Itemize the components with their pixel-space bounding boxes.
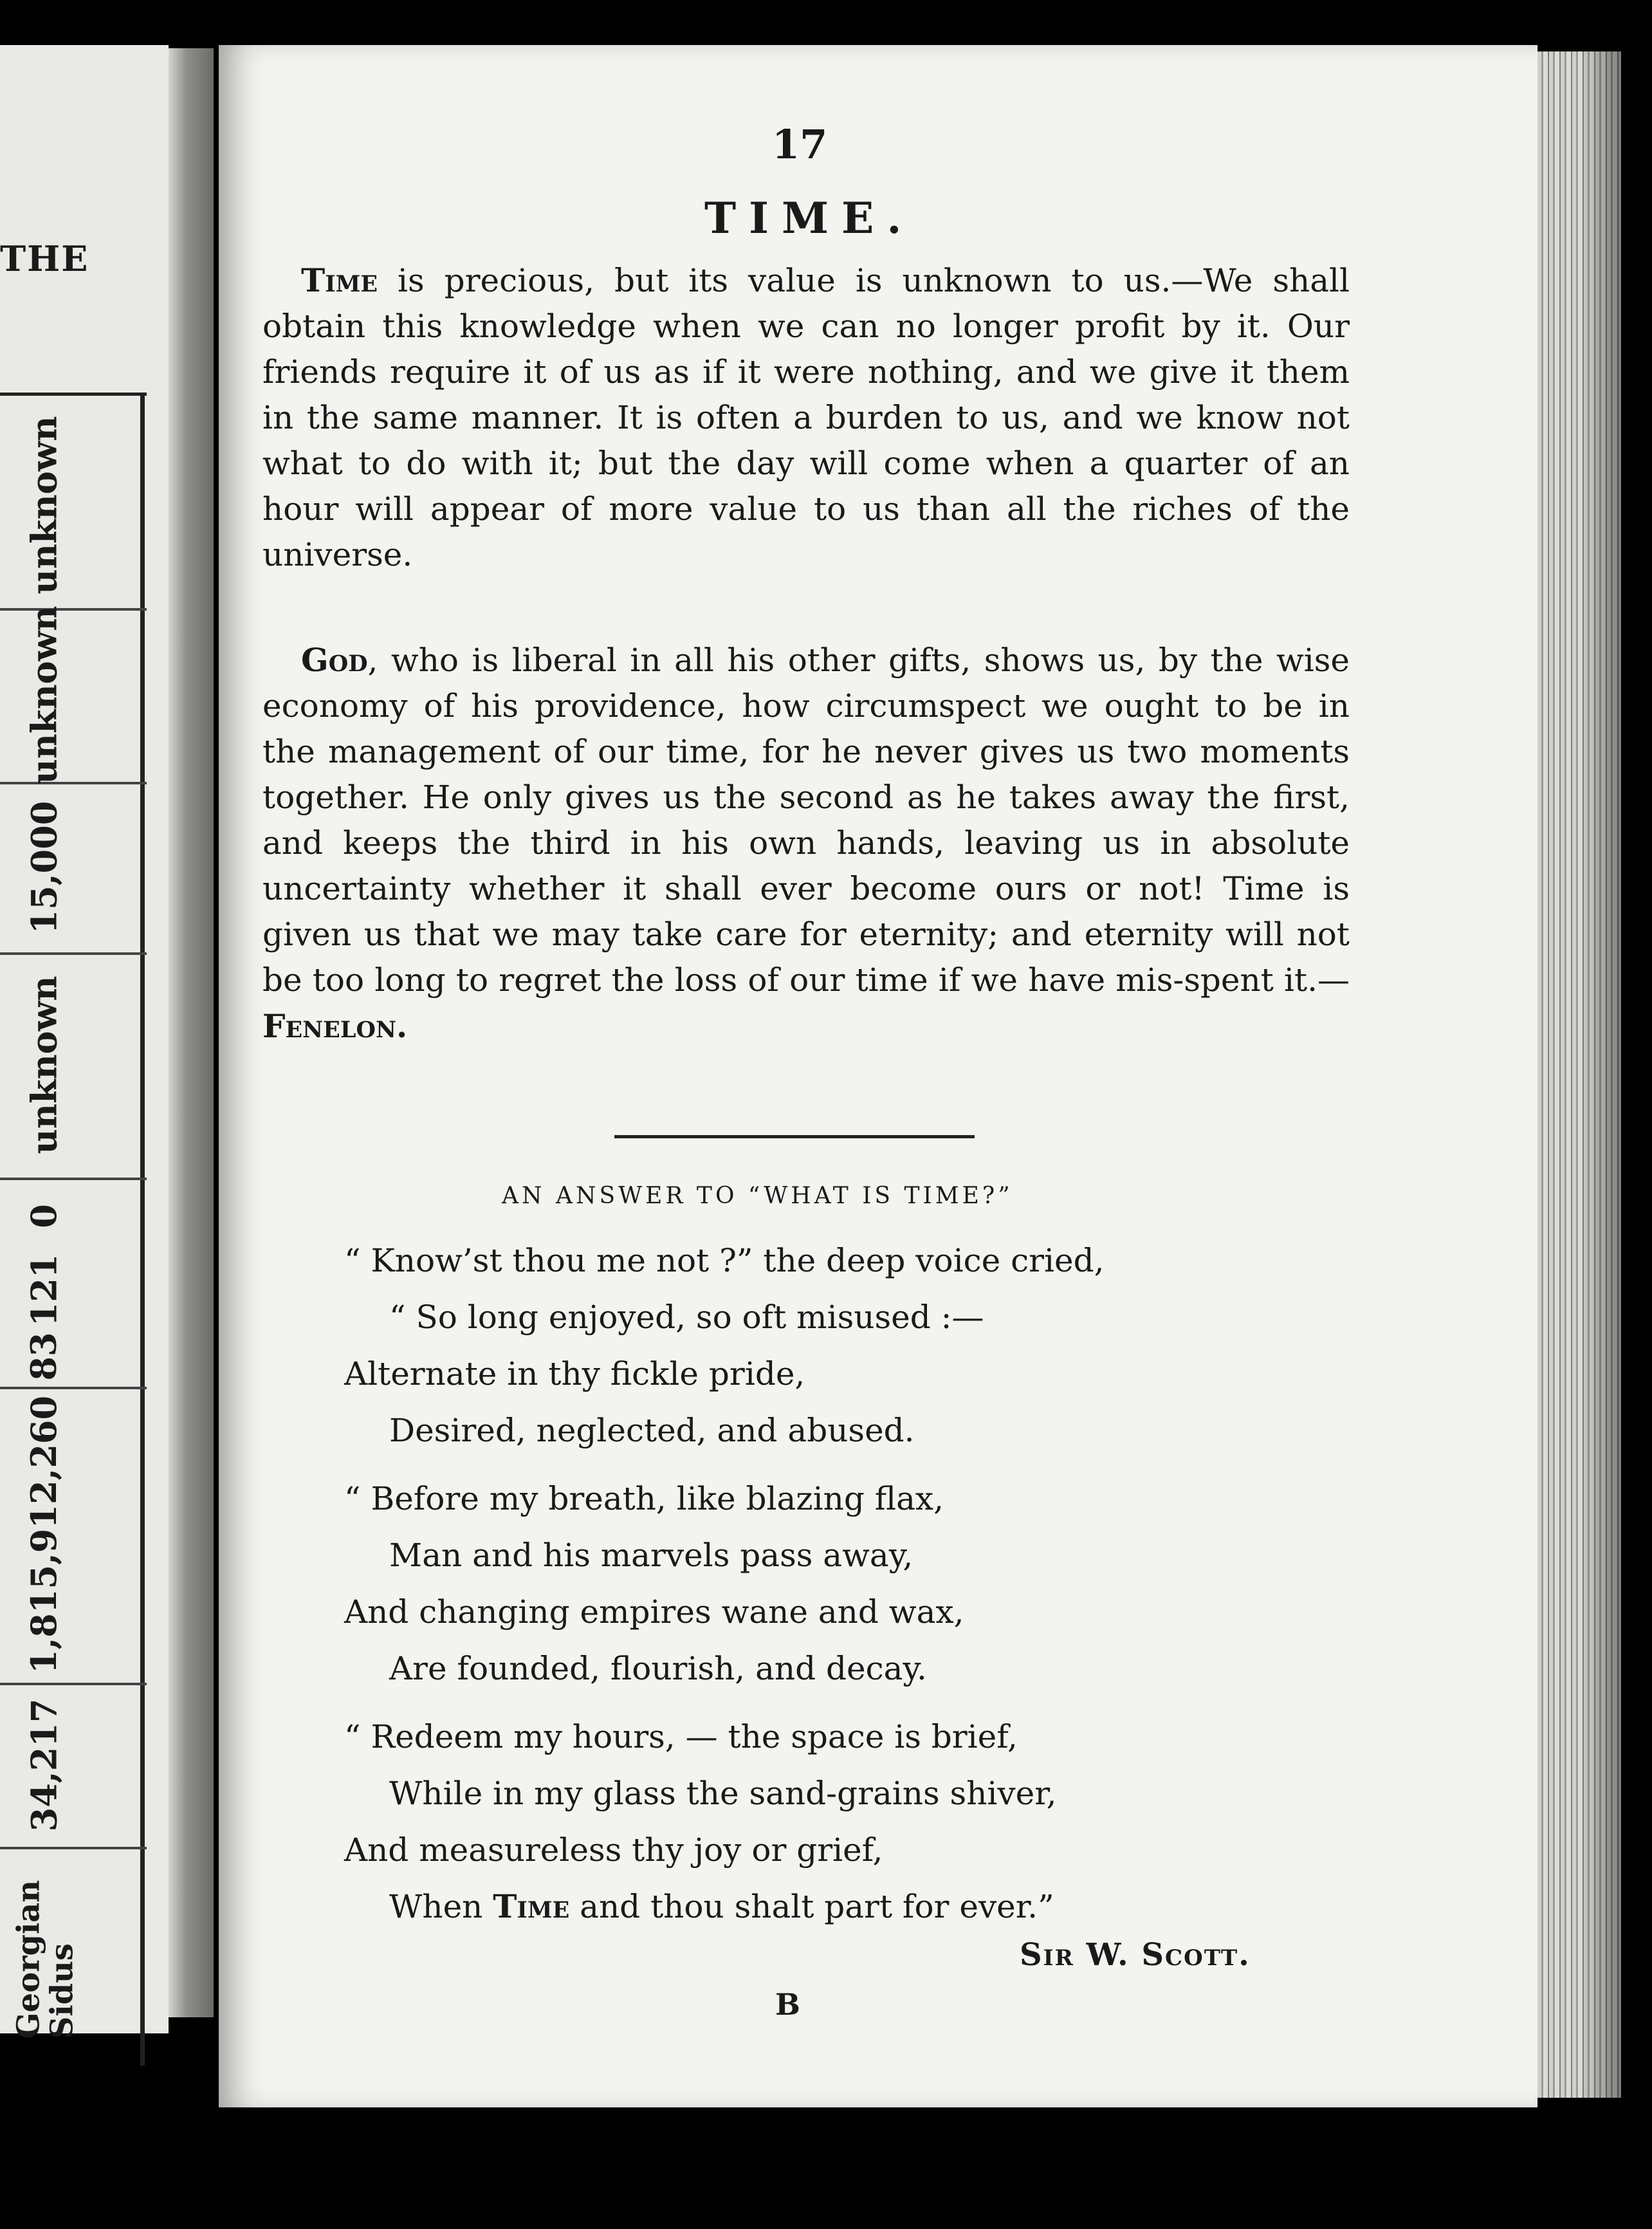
poem-line: While in my glass the sand-grains shiver, bbox=[389, 1775, 1057, 1812]
table-rule bbox=[0, 1387, 147, 1389]
poem-line: Alternate in thy fickle pride, bbox=[344, 1355, 805, 1392]
poem-line: Desired, neglected, and abused. bbox=[389, 1412, 915, 1449]
paragraph-author: Fenelon. bbox=[262, 1007, 408, 1045]
paragraph-text: , who is liberal in all his other gifts, shows us, by the wise economy of his providence, how circumspect we ought to be in the management of our time, for he never gives us two moments together. He only gives us the second as he takes away the first, and keeps the third in his own hands, leaving us in absolute uncertainty whether it shall ever become ours or not! Time is given us that we may take care for eternity; and eternity will not be too long to regret the loss of our time if we have mis-spent it.— bbox=[262, 642, 1350, 999]
left-page-header: THE bbox=[0, 238, 89, 279]
poem-line: Are founded, flourish, and decay. bbox=[389, 1650, 927, 1687]
table-cell: unknown bbox=[23, 416, 64, 595]
poem-stanza bbox=[344, 1708, 1309, 1935]
table-row-label: Georgian Sidus bbox=[10, 1880, 80, 2039]
table-cell: 121 bbox=[23, 1253, 64, 1327]
paragraph-text: is precious, but its value is unknown to us.—We shall obtain this knowledge when we can no longer profit by it. Our friends require it of us as if it were nothing, and we give it them in the same manner. It is often a burden to us, and we know not what to do with it; but the day will come when a quarter of an hour will appear of more value to us than all the riches of the universe. bbox=[262, 262, 1350, 573]
table-rule bbox=[0, 1178, 147, 1180]
poem-line: “ Know’st thou me not ?” the deep voice cried, bbox=[344, 1242, 1105, 1279]
poem-line: And measureless thy joy or grief, bbox=[344, 1831, 883, 1869]
table-rule bbox=[0, 1683, 147, 1685]
poem-signature: Sir W. Scott. bbox=[1020, 1937, 1251, 1973]
table-cell: unknown bbox=[23, 976, 64, 1154]
poem-line: Man and his marvels pass away, bbox=[389, 1537, 913, 1574]
page-title: TIME. bbox=[704, 193, 915, 243]
poem-line: And changing empires wane and wax, bbox=[344, 1593, 964, 1631]
poem bbox=[344, 1232, 1309, 1947]
table-cell: 34,217 bbox=[23, 1698, 65, 1831]
poem-stanza bbox=[344, 1232, 1309, 1459]
small-caps-word: Time bbox=[493, 1887, 570, 1925]
page-stack-shadow bbox=[1579, 51, 1624, 2098]
page-number: 17 bbox=[772, 121, 828, 168]
left-facing-page bbox=[0, 45, 169, 2039]
poem-title: AN ANSWER TO “WHAT IS TIME?” bbox=[502, 1183, 1013, 1209]
lead-word: Time bbox=[301, 261, 378, 299]
paragraph bbox=[262, 257, 1350, 578]
table-rule bbox=[0, 1847, 147, 1849]
section-divider bbox=[614, 1135, 975, 1138]
paragraph bbox=[262, 637, 1350, 1050]
table-rule bbox=[0, 608, 147, 611]
table-cell: unknown bbox=[23, 606, 64, 784]
poem-line: “ Before my breath, like blazing flax, bbox=[344, 1480, 944, 1517]
poem-line: When Time and thou shalt part for ever.” bbox=[389, 1887, 1054, 1925]
table-rule bbox=[140, 393, 145, 2066]
table-rule bbox=[0, 952, 147, 955]
lead-word: God bbox=[301, 641, 368, 679]
signature-mark: B bbox=[775, 1987, 800, 2022]
table-rule bbox=[0, 393, 147, 396]
book-gutter bbox=[169, 48, 214, 2017]
table-cell: 1,815,912,260 bbox=[23, 1395, 65, 1674]
table-rule bbox=[0, 782, 147, 784]
poem-line: “ So long enjoyed, so oft misused :— bbox=[389, 1299, 984, 1336]
poem-stanza bbox=[344, 1470, 1309, 1697]
table-cell: 15,000 bbox=[23, 800, 65, 934]
table-cell: 83 bbox=[23, 1331, 64, 1381]
table-cell: 0 bbox=[23, 1204, 64, 1228]
poem-line: “ Redeem my hours, — the space is brief, bbox=[344, 1718, 1018, 1755]
